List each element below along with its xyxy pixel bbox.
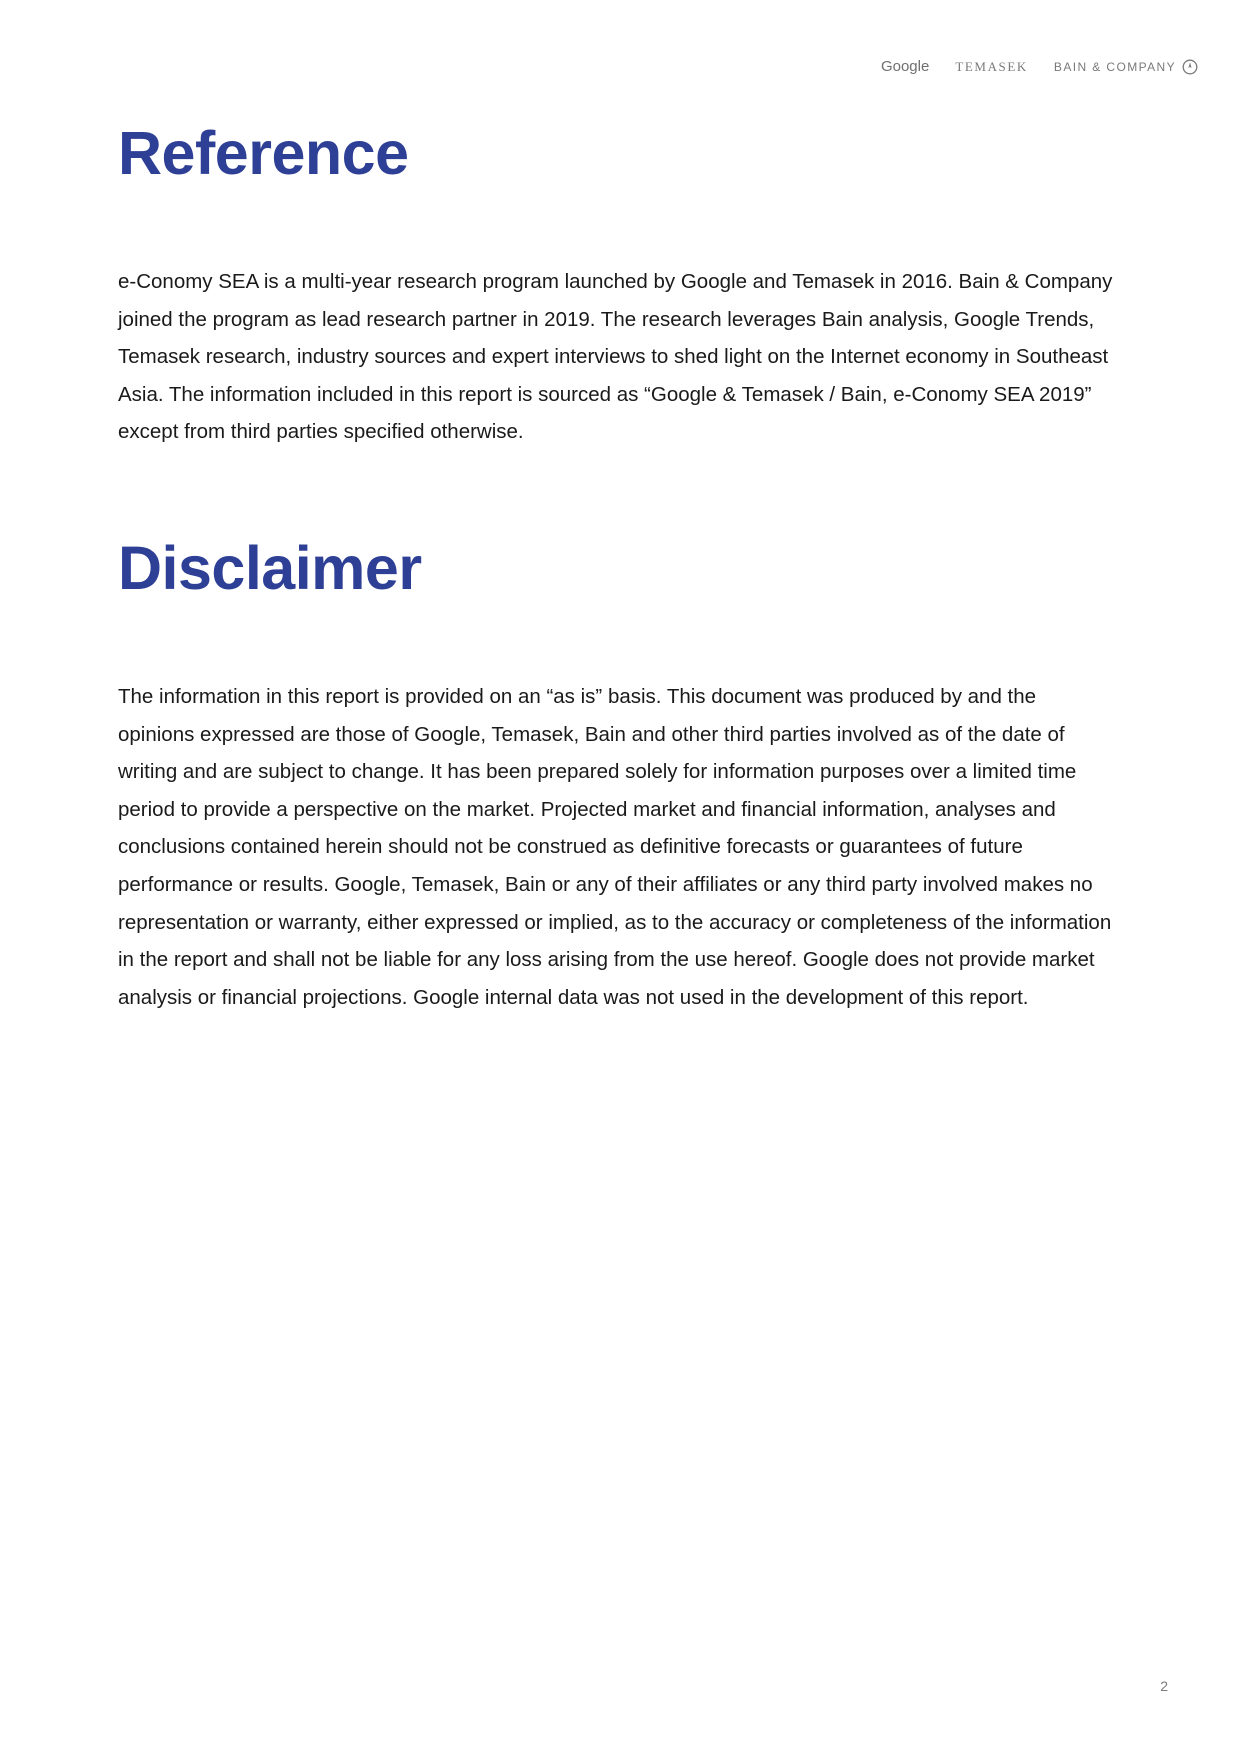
bain-logo — [1054, 59, 1198, 75]
bain-logo-text: BAIN & COMPANY — [1053, 59, 1176, 74]
disclaimer-title: Disclaimer — [118, 534, 422, 602]
bain-compass-icon — [1182, 59, 1198, 75]
disclaimer-body: The information in this report is provided on an “as is” basis. This document was produced by and the opinions expressed are those of Google, Temasek, Bain and other third parties involved as of the date of writing and are subject to change. It has been prepared solely for information purposes over a limited time period to provide a perspective on the market. Projected market and financial information, analyses and conclusions contained herein should not be construed as definitive forecasts or guarantees of future performance or results. Google, Temasek, Bain or any of their affiliates or any third party involved makes no representation or warranty, either expressed or implied, as to the accuracy or completeness of the information in the report and shall not be liable for any loss arising from the use hereof. Google does not provide market analysis or financial projections. Google internal data was not used in the development of this report. — [118, 685, 1112, 1009]
google-logo: Google — [880, 58, 930, 75]
reference-body: e-Conomy SEA is a multi-year research program launched by Google and Temasek in 2016. Bain & Company joined the program as lead research partner in 2019. The research leverages Bain analysis, Google Trends, Temasek research, industry sources and expert interviews to shed light on the Internet economy in Southeast Asia. The information included in this report is sourced as “Google & Temasek / Bain, e-Conomy SEA 2019” except from third parties specified otherwise. — [118, 270, 1113, 444]
page-number: 2 — [1160, 1678, 1168, 1694]
reference-title: Reference — [118, 119, 409, 187]
temasek-logo: TEMASEK — [955, 58, 1028, 74]
header-logos — [881, 58, 1198, 75]
